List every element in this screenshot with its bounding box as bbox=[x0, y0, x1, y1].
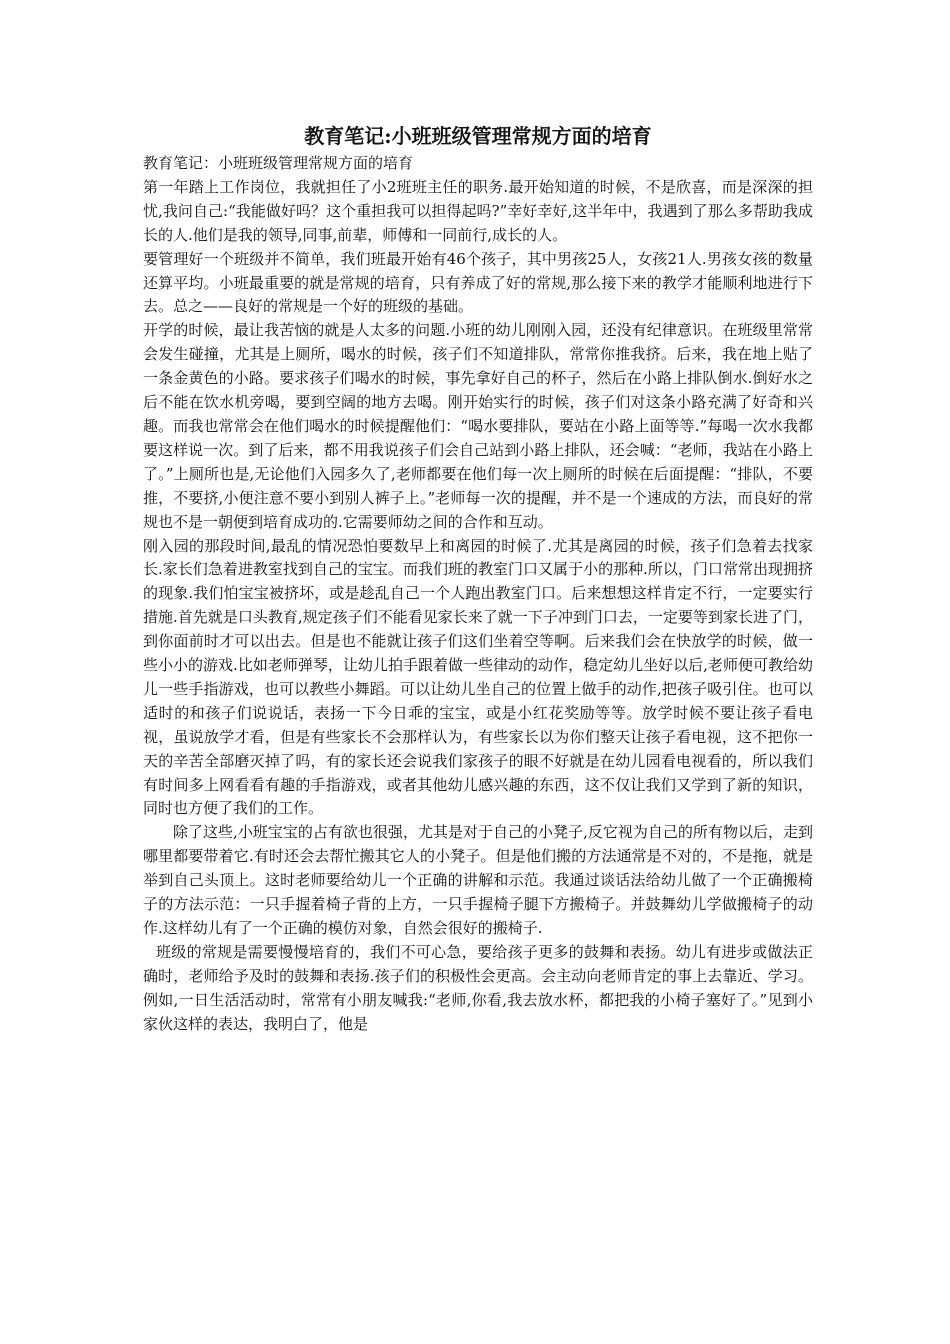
paragraph-subtitle: 教育笔记：小班班级管理常规方面的培育 bbox=[143, 154, 414, 172]
paragraph-intro: 第一年踏上工作岗位，我就担任了小2班班主任的职务.最开始知道的时候，不是欣喜，而是深深的担忧,我问自己:“我能做好吗？这个重担我可以担得起吗?”幸好幸好,这半年中，我遇到了那么多帮助我成长的人.他们是我的领导,同事,前辈，师傅和一同前行,成长的人。 bbox=[143, 177, 813, 244]
paragraph-chair-carrying: 除了这些,小班宝宝的占有欲也很强，尤其是对于自己的小凳子,反它视为自己的所有物以后，走到哪里都要带着它.有时还会去帮忙搬其它人的小凳子。但是他们搬的方法通常是不对的，不是拖，就是举到自己头顶上。这时老师要给幼儿一个正确的讲解和示范。我通过谈话法给幼儿做了一个正确搬椅子的方法示范：一只手握着椅子背的上方，一只手握椅子腿下方搬椅子。并鼓舞幼儿学做搬椅子的动作.这样幼儿有了一个正确的模仿对象，自然会很好的搬椅子. bbox=[143, 823, 813, 937]
document-title: 教育笔记:小班班级管理常规方面的培育 bbox=[304, 124, 652, 148]
document-body bbox=[143, 152, 813, 1037]
paragraph-queue-routine: 开学的时候，最让我苦恼的就是人太多的问题.小班的幼儿刚刚入园，还没有纪律意识。在班级里常常会发生碰撞，尤其是上厕所，喝水的时候，孩子们不知道排队，常常你推我挤。后来，我在地上贴了一条金黄色的小路。要求孩子们喝水的时候，事先拿好自己的杯子，然后在小路上排队倒水.倒好水之后不能在饮水机旁喝，要到空阔的地方去喝。刚开始实行的时候，孩子们对这条小路充满了好奇和兴趣。而我也常常会在他们喝水的时候提醒他们：“喝水要排队，要站在小路上面等等.”每喝一次水我都要这样说一次。到了后来，都不用我说孩子们会自己站到小路上排队，还会喊：“老师，我站在小路上了。”上厕所也是,无论他们入园多久了,老师都要在他们每一次上厕所的时候在后面提醒：“排队，不要推，不要挤,小便注意不要小到别人裤子上。”老师每一次的提醒，并不是一个速成的方法，而良好的常规也不是一朝便到培育成功的.它需要师幼之间的合作和互动。 bbox=[143, 321, 813, 531]
document-page bbox=[143, 120, 813, 1037]
paragraph-praise-encouragement: 班级的常规是需要慢慢培育的，我们不可心急，要给孩子更多的鼓舞和表扬。幼儿有进步或做法正确时，老师给予及时的鼓舞和表扬.孩子们的积极性会更高。会主动向老师肯定的事上去靠近、学习。例如,一日生活活动时，常常有小朋友喊我:“老师,你看,我去放水杯，都把我的小椅子塞好了。”见到小家伙这样的表达，我明白了，他是 bbox=[143, 942, 813, 1033]
paragraph-pickup-time: 刚入园的那段时间,最乱的情况恐怕要数早上和离园的时候了.尤其是离园的时候，孩子们急着去找家长.家长们急着进教室找到自己的宝宝。而我们班的教室门口又属于小的那种.所以，门口常常出现拥挤的现象.我们怕宝宝被挤坏，或是趁乱自己一个人跑出教室门口。后来想想这样肯定不行，一定要实行措施.首先就是口头教育,规定孩子们不能看见家长来了就一下子冲到门口去，一定要等到家长进了门，到你面前时才可以出去。但是也不能就让孩子们这们坐着空等啊。后来我们会在快放学的时候，做一些小小的游戏.比如老师弹琴，让幼儿拍手跟着做一些律动的动作，稳定幼儿坐好以后,老师便可教给幼儿一些手指游戏，也可以教些小舞蹈。可以让幼儿坐自己的位置上做手的动作,把孩子吸引住。也可以适时的和孩子们说说话，表扬一下今日乖的宝宝，或是小红花奖励等等。放学时候不要让孩子看电视，虽说放学才看，但是有些家长不会那样认为，有些家长以为你们整天让孩子看电视，这不把你一天的辛苦全部磨灭掉了吗，有的家长还会说我们家孩子的眼不好就是在幼儿园看电视看的，所以我们有时间多上网看看有趣的手指游戏，或者其他幼儿感兴趣的东西，这不仅让我们又学到了新的知识，同时也方便了我们的工作。 bbox=[143, 536, 813, 818]
paragraph-class-management: 要管理好一个班级并不简单，我们班最开始有46个孩子，其中男孩25人，女孩21人.男孩女孩的数量还算平均。小班最重要的就是常规的培育，只有养成了好的常规,那么接下来的教学才能顺利地进行下去。总之——良好的常规是一个好的班级的基础。 bbox=[143, 249, 813, 316]
